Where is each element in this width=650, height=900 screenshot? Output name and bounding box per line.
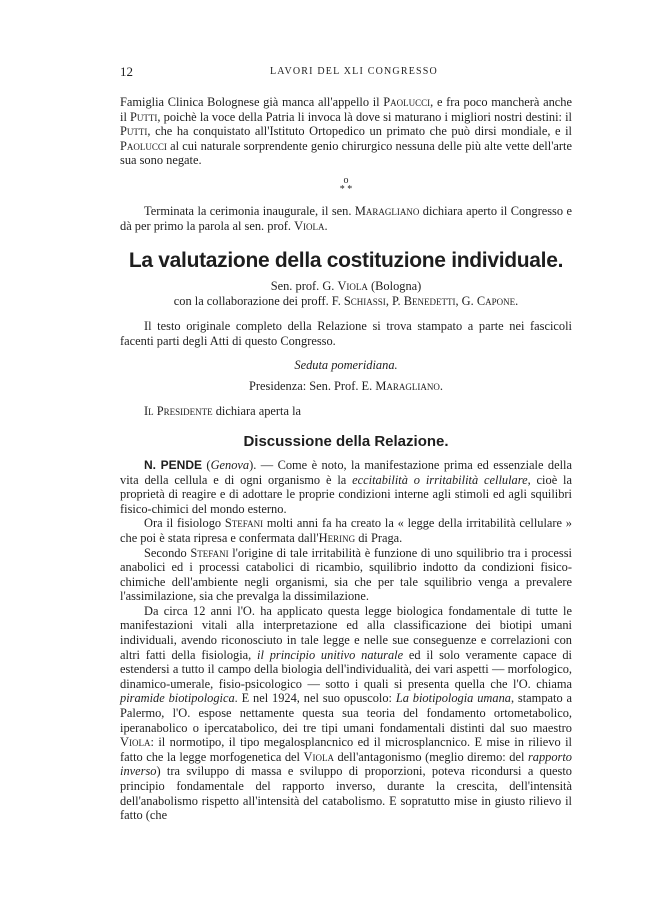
presidency-line: Presidenza: Sen. Prof. E. Maragliano. (249, 379, 443, 394)
report-title: La valutazione della costituzione individuale. (128, 249, 564, 273)
page-number: 12 (120, 64, 133, 79)
paragraph-stefani: Ora il fisiologo Stefani molti anni fa ha creato la « legge della irritabilità cellulare » che poi è stata ripresa e confermata dall'Hering di Praga. (120, 516, 573, 545)
page-body (120, 95, 572, 823)
collaborators-line: con la collaborazione dei proff. F. Schiassi, P. Benedetti, G. Capone. (173, 294, 519, 309)
author-line: Sen. prof. G. Viola (Bologna) (270, 279, 422, 294)
session-heading: Seduta pomeridiana. (294, 358, 398, 373)
speaker-name: N. PENDE (144, 457, 203, 472)
name-putti: Putti (120, 124, 148, 139)
paragraph-testo-originale: Il testo originale completo della Relazione si trova stampato a parte nei fascicoli facenti parti degli Atti di questo Congresso. (120, 319, 572, 348)
paragraph-presidente: Il Presidente dichiara aperta la (144, 404, 302, 419)
paragraph-pende: N. PENDE (Genova). — Come è noto, la manifestazione prima ed essenziale della vita della cellula e di ogni organismo è la eccitabilità o irritabilità cellulare, cioè la proprietà di reagire e di adottare le proprie condizioni interne agli stimoli ed agli squilibri fisico-chimici del mondo esterno. (120, 457, 572, 516)
paragraph-da-circa: Da circa 12 anni l'O. ha applicato questa legge biologica fondamentale di tutte le manifestazioni vitali alla interpretazione ed alla classificazione dei biotipi umani individuali, avendo riconosciuto in tale legge e nelle sue conseguenze e correlazioni con altri fatti della fisiologia, il principio unitivo naturale ed il solo veramente capace di estendersi a tutto il campo della biologia dell'individualità, dei vari aspetti — morfologico, dinamico-umerale, fisio-psicologico — sotto i quali si presenta quella che l'O. chiama piramide biotipologica. E nel 1924, nel suo opuscolo: La biotipologia umana, stampato a Palermo, l'O. espose nettamente questa sua teoria del fondamento ortometabolico, iperanabolico o ipercatabolico, dei tre tipi umani fondamentali distinti dal suo maestro Viola: il normotipo, il tipo megalosplancnico ed il microsplancnico. E mise in rilievo il fatto che la legge morfogenetica del Viola dell'antagonismo (meglio diremo: del rapporto inverso) tra sviluppo di massa e sviluppo di proporzioni, poteva ricondursi a questo principio fondamentale del rapporto inverso, durante la crescita, dell'intensità dell'anabolismo rispetto all'intensità del catabolismo. E sopratutto mise in giusto rilievo il fatto (che (120, 603, 573, 823)
paragraph-secondo-stefani: Secondo Stefani l'origine di tale irritabilità è funzione di uno squilibrio tra i processi anabolici ed i processi catabolici di ricambio, squilibrio indotto da condizioni fisico-chimiche dell'ambiente negli organismi, sia che per tale squilibrio venga a prevalere l'assimilazione, sia che prevalga la dissimilazione. (120, 545, 572, 604)
name-paolucci: Paolucci (120, 138, 167, 153)
page-header (120, 64, 572, 80)
name-putti: Putti (130, 109, 158, 124)
discussion-title: Discussione della Relazione. (243, 432, 449, 450)
paragraph-cerimonia: Terminata la cerimonia inaugurale, il sen. Maragliano dichiara aperto il Congresso e dà per primo la parola al sen. prof. Viola. (120, 203, 572, 233)
name-paolucci: Paolucci (383, 95, 431, 109)
running-head: LAVORI DEL XLI CONGRESSO (270, 66, 438, 77)
paragraph-famiglia-clinica: Famiglia Clinica Bolognese già manca all'appello il Paolucci, e fra poco mancherà anche il Putti, poichè la voce della Patria li invoca là dove si maturano i migliori nostri destini: il Putti, che ha conquistato all'Istituto Ortopedico un primato che può dirsi mondiale, e il Paolucci al cui naturale sorprendente genio chirurgico nessuna delle più alte vette dell'arte sua sono negate. (120, 95, 572, 168)
section-separator: o * * (339, 174, 353, 195)
